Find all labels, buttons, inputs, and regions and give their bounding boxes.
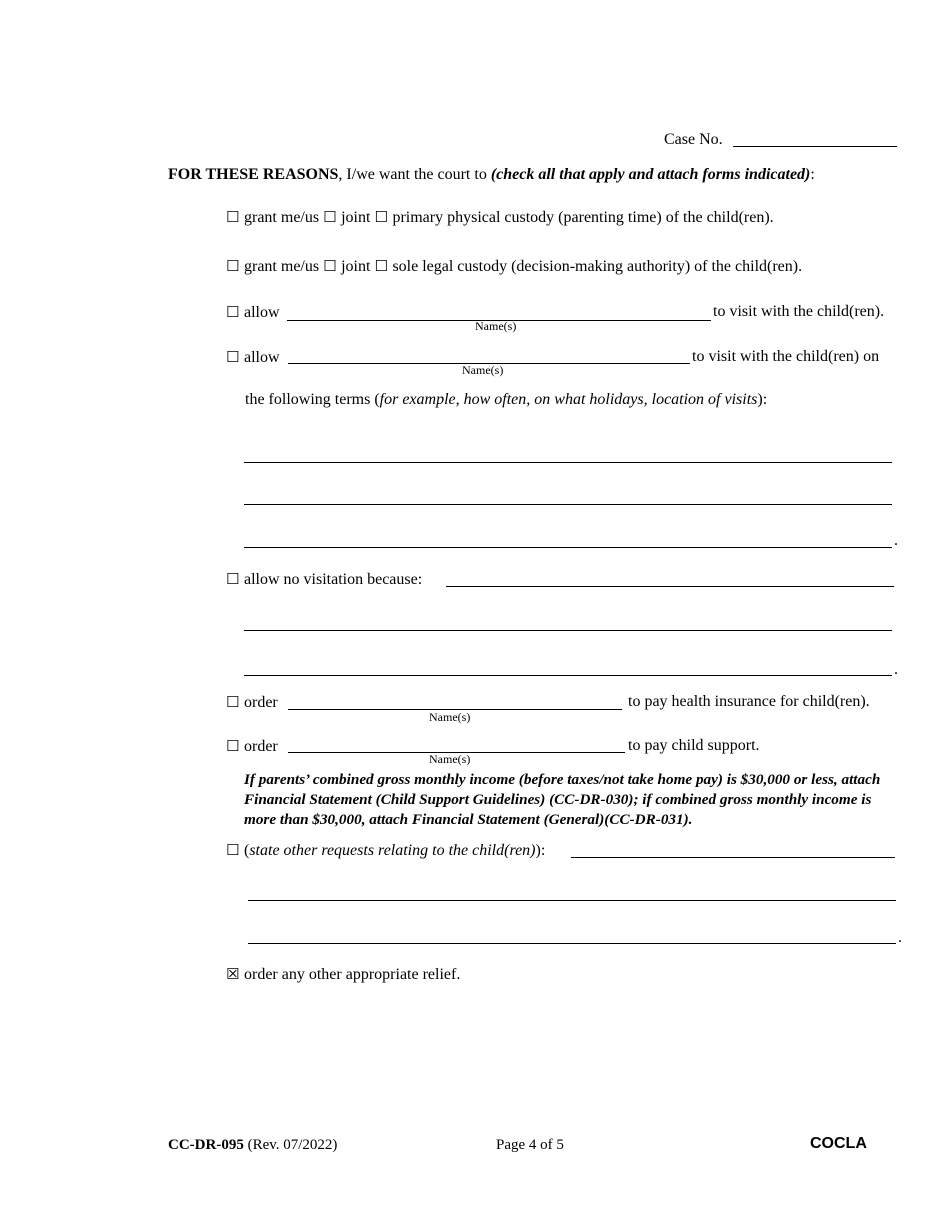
other-relief-row	[226, 965, 460, 984]
terms-pre: the following terms (	[245, 391, 380, 408]
no-visitation-line-2[interactable]	[244, 630, 892, 631]
visit-terms-after-label: to visit with the child(ren) on	[692, 348, 880, 365]
case-number-label: Case No.	[664, 131, 723, 148]
names-caption: Name(s)	[429, 710, 471, 724]
terms-italic: for example, how often, on what holidays, location of visits	[379, 391, 758, 408]
grant-legal-checkbox[interactable]: ☐	[226, 257, 240, 275]
names-caption: Name(s)	[475, 319, 517, 333]
other-open: (	[244, 842, 250, 859]
form-revision: (Rev. 07/2022)	[243, 1137, 338, 1153]
page-number: Page 4 of 5	[496, 1137, 564, 1153]
primary-physical-checkbox[interactable]: ☐	[374, 208, 388, 226]
no-visitation-checkbox[interactable]: ☐	[226, 570, 240, 588]
no-visitation-line-3[interactable]	[244, 675, 892, 676]
joint-physical-checkbox[interactable]: ☐	[323, 208, 337, 226]
other-relief-label: order any other appropriate relief.	[244, 966, 461, 983]
order-label: order	[244, 738, 278, 755]
no-visitation-label: allow no visitation because:	[244, 571, 423, 588]
child-support-after-label: to pay child support.	[628, 737, 760, 754]
form-id-code: CC-DR-095	[168, 1137, 244, 1153]
order-label: order	[244, 694, 278, 711]
terms-line-2[interactable]	[244, 504, 892, 505]
allow-visit-terms-row	[226, 348, 280, 367]
joint-label: joint	[341, 209, 371, 226]
other-requests-period: .	[898, 929, 902, 946]
case-number-field[interactable]	[733, 146, 897, 147]
other-requests-line-3[interactable]	[248, 943, 896, 944]
sole-legal-checkbox[interactable]: ☐	[374, 257, 388, 275]
child-support-row	[226, 737, 278, 756]
sole-legal-label: sole legal custody (decision-making authority) of the child(ren).	[392, 258, 803, 275]
other-requests-line-2[interactable]	[248, 900, 896, 901]
names-caption: Name(s)	[429, 752, 471, 766]
intro-end: :	[810, 166, 815, 183]
visit-after-label: to visit with the child(ren).	[713, 303, 885, 320]
financial-statement-notice: If parents’ combined gross monthly income (before taxes/not take home pay) is $30,000 or less, attach Financial Statement (Child Support Guidelines) (CC-DR-030); if combined gross monthly income is more than $30,000, attach Financial Statement (General)(CC-DR-031).	[244, 771, 881, 828]
other-requests-field[interactable]	[571, 857, 895, 858]
intro-middle: , I/we want the court to	[338, 166, 491, 183]
allow-label: allow	[244, 304, 280, 321]
org-name: COCLA	[810, 1135, 867, 1152]
joint-legal-checkbox[interactable]: ☐	[323, 257, 337, 275]
intro-bold: FOR THESE REASONS	[168, 166, 339, 183]
health-insurance-after-label: to pay health insurance for child(ren).	[628, 693, 870, 710]
grant-physical-checkbox[interactable]: ☐	[226, 208, 240, 226]
grant-label: grant me/us	[244, 209, 320, 226]
health-insurance-checkbox[interactable]: ☐	[226, 693, 240, 711]
other-requests-row	[226, 841, 545, 860]
other-relief-checkbox[interactable]: ☒	[226, 965, 240, 983]
health-insurance-row	[226, 693, 278, 712]
other-close: ):	[535, 842, 546, 859]
no-visitation-period: .	[894, 661, 898, 678]
form-id	[168, 1137, 337, 1154]
terms-line-3[interactable]	[244, 547, 892, 548]
intro-line	[168, 166, 815, 184]
joint-label: joint	[341, 258, 371, 275]
child-support-checkbox[interactable]: ☐	[226, 737, 240, 755]
no-visitation-row	[226, 570, 422, 589]
intro-italic: (check all that apply and attach forms indicated)	[490, 166, 811, 183]
grant-label: grant me/us	[244, 258, 320, 275]
allow-visit-terms-checkbox[interactable]: ☐	[226, 348, 240, 366]
allow-visit-row	[226, 303, 280, 322]
other-requests-checkbox[interactable]: ☐	[226, 841, 240, 859]
other-requests-label: state other requests relating to the child(ren)	[249, 842, 536, 859]
terms-line-1[interactable]	[244, 462, 892, 463]
no-visitation-reason-field[interactable]	[446, 586, 894, 587]
allow-label: allow	[244, 349, 280, 366]
terms-post: ):	[757, 391, 768, 408]
names-caption: Name(s)	[462, 363, 504, 377]
primary-physical-label: primary physical custody (parenting time) of the child(ren).	[392, 209, 774, 226]
physical-custody-row	[226, 208, 774, 227]
legal-custody-row	[226, 257, 802, 276]
terms-instruction	[245, 391, 767, 409]
allow-visit-checkbox[interactable]: ☐	[226, 303, 240, 321]
terms-period: .	[894, 532, 898, 549]
